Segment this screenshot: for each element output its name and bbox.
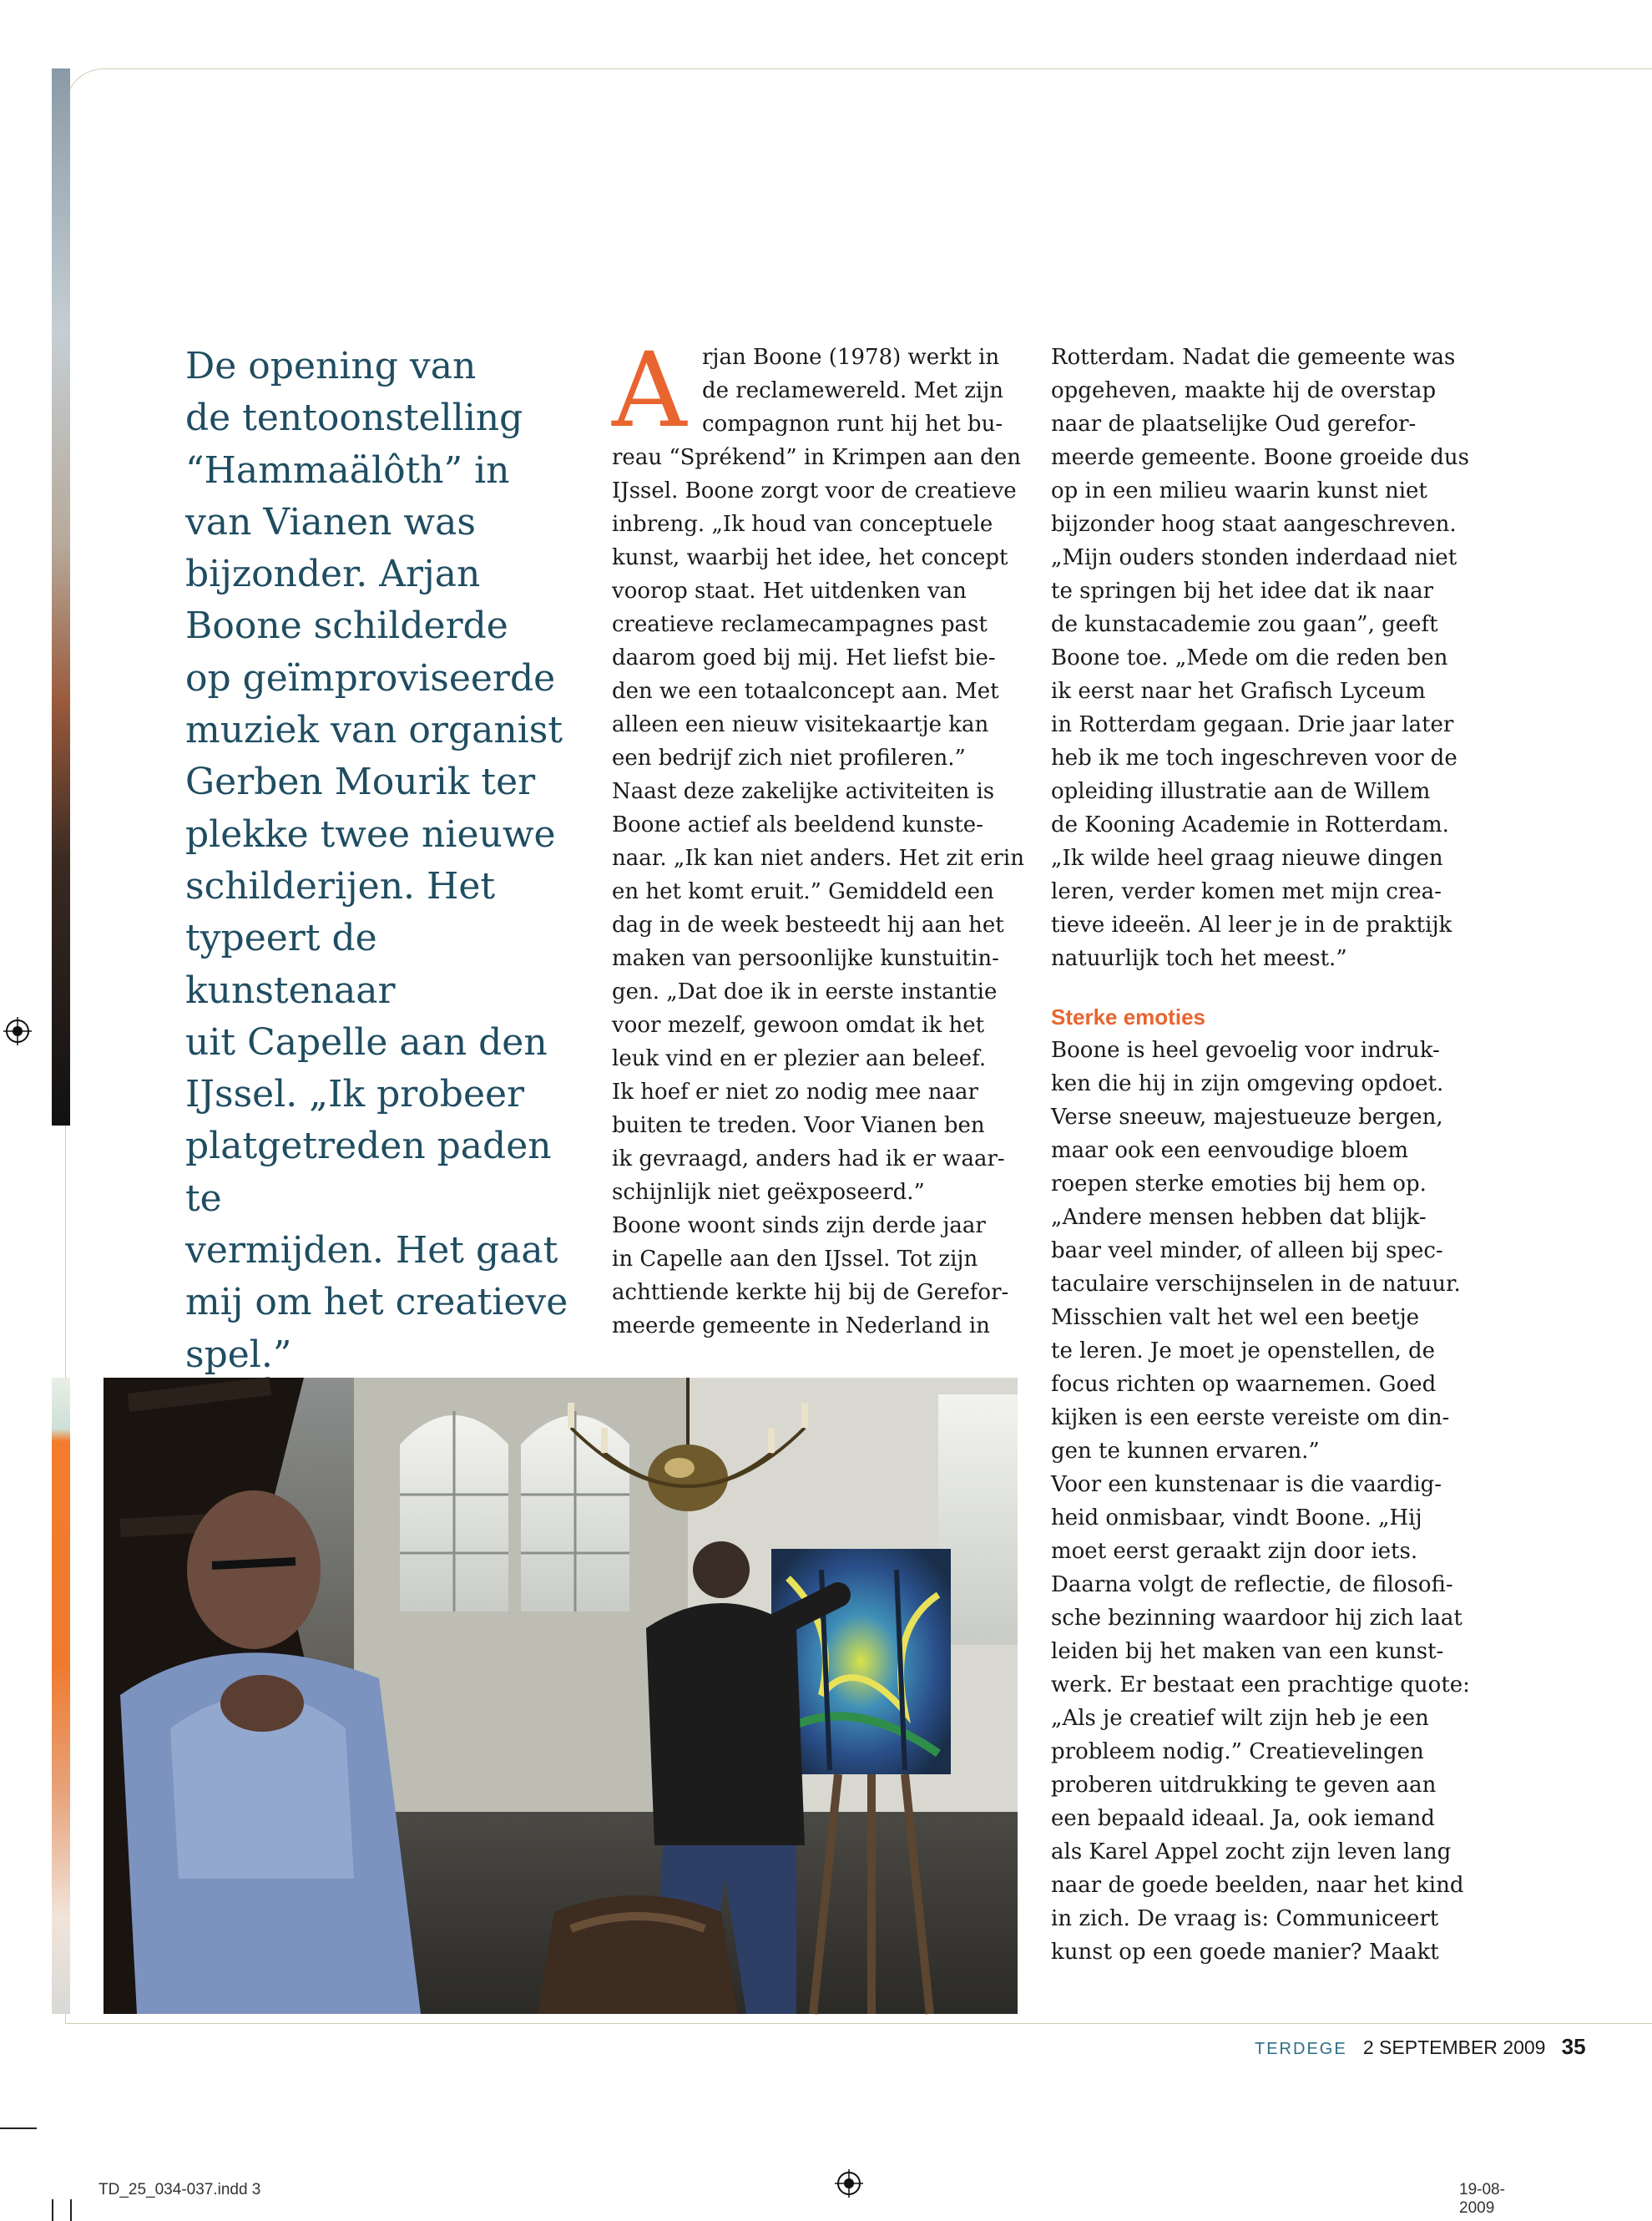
text-line: de reclamewereld. Met zijn [702,378,1004,403]
text-line: „Andere mensen hebben dat blijk- [1051,1205,1427,1230]
text-line: Verse sneeuw, majestueuze bergen, [1051,1105,1443,1130]
text-line: probleem nodig.” Creatievelingen [1051,1739,1424,1764]
text-line: den we een totaalconcept aan. Met [612,679,999,704]
text-line: en het komt eruit.” Gemiddeld een [612,879,994,904]
article-photo [104,1378,1018,2014]
text-line: „Ik wilde heel graag nieuwe dingen [1051,846,1443,871]
crop-mark [0,2127,37,2129]
text-line: daarom goed bij mij. Het liefst bie- [612,645,996,670]
text-line: Boone toe. „Mede om die reden ben [1051,645,1448,670]
photo-church-painting-scene [104,1378,1018,2014]
pull-quote-line: van Vianen was [185,500,476,544]
slug-date: 19-08-2009 [1459,2181,1505,2217]
pull-quote-line: plekke twee nieuwe [185,812,556,856]
pull-quote-line: IJssel. „Ik probeer [185,1073,525,1116]
previous-page-photo-edge-lower [52,1378,70,2014]
pull-quote-line: De opening van [185,345,477,387]
pull-quote-line: platgetreden paden te [185,1125,552,1220]
pull-quote-line: spel.” [185,1333,292,1376]
text-line: compagnon runt hij het bu- [702,412,1003,437]
pull-quote-line: muziek van organist [185,709,563,752]
text-line: tieve ideeën. Al leer je in de praktijk [1051,913,1452,938]
text-line: Voor een kunstenaar is die vaardig- [1051,1472,1442,1497]
text-line: leiden bij het maken van een kunst- [1051,1639,1444,1664]
text-line: op in een milieu waarin kunst niet [1051,478,1427,503]
text-line: inbreng. „Ik houd van conceptuele [612,512,993,537]
pull-quote-line: op geïmproviseerde [185,656,556,700]
text-line: te springen bij het idee dat ik naar [1051,579,1434,604]
issue-date: 2 SEPTEMBER 2009 [1362,2036,1546,2058]
text-line: alleen een nieuw visitekaartje kan [612,712,989,737]
text-line: leren, verder komen met mijn crea- [1051,879,1442,904]
article-column-3 [1051,341,1518,1969]
text-line: dag in de week besteedt hij aan het [612,913,1004,938]
text-line: voor mezelf, gewoon omdat ik het [612,1013,985,1038]
text-line: kunst op een goede manier? Maakt [1051,1940,1439,1965]
text-line: Boone is heel gevoelig voor indruk- [1051,1038,1440,1063]
pull-quote-line: de tentoonstelling [185,397,523,440]
pull-quote-line: vermijden. Het gaat [185,1229,558,1272]
text-line: moet eerst geraakt zijn door iets. [1051,1539,1418,1564]
text-line: buiten te treden. Voor Vianen ben [612,1113,985,1138]
pull-quote-line: Boone schilderde [185,605,508,648]
text-line: Misschien valt het wel een beetje [1051,1305,1420,1330]
text-line: gen te kunnen ervaren.” [1051,1439,1320,1464]
text-line: sche bezinning waardoor hij zich laat [1051,1606,1463,1631]
text-line: kijken is een eerste vereiste om din- [1051,1405,1450,1430]
text-line: naar de goede beelden, naar het kind [1051,1873,1464,1898]
text-line: focus richten op waarnemen. Goed [1051,1372,1437,1397]
pull-quote [185,341,569,1381]
text-line: opleiding illustratie aan de Willem [1051,779,1431,804]
text-line: in Rotterdam gegaan. Drie jaar later [1051,712,1454,737]
magazine-name: TERDEGE [1255,2040,1347,2058]
text-line: IJssel. Boone zorgt voor de creatieve [612,478,1017,503]
registration-mark-icon [3,1017,32,1045]
text-line: meerde gemeente in Nederland in [612,1313,990,1338]
pull-quote-line: “Hammaälôth” in [185,448,510,492]
registration-mark-icon [835,2169,863,2198]
text-line: taculaire verschijnselen in de natuur. [1051,1272,1461,1297]
text-line: ik gevraagd, anders had ik er waar- [612,1146,1005,1171]
text-line: bijzonder hoog staat aangeschreven. [1051,512,1457,537]
text-line: Daarna volgt de reflectie, de filosofi- [1051,1572,1453,1597]
drop-cap: A [612,331,687,451]
text-line: Boone actief als beeldend kunste- [612,812,983,837]
text-line: gen. „Dat doe ik in eerste instantie [612,979,998,1004]
text-line: een bepaald ideaal. Ja, ook iemand [1051,1806,1435,1831]
text-line: Rotterdam. Nadat die gemeente was [1051,345,1456,370]
pull-quote-line: typeert de kunstenaar [185,917,396,1012]
text-line: ken die hij in zijn omgeving opdoet. [1051,1071,1444,1096]
text-line: heb ik me toch ingeschreven voor de [1051,746,1457,771]
subheading: Sterke emoties [1051,1004,1205,1030]
pull-quote-line: Gerben Mourik ter [185,761,536,804]
text-line: kunst, waarbij het idee, het concept [612,545,1008,570]
text-line: meerde gemeente. Boone groeide dus [1051,445,1469,470]
text-line: proberen uitdrukking te geven aan [1051,1773,1437,1798]
text-line: schijnlijk niet geëxposeerd.” [612,1180,925,1205]
text-line: heid onmisbaar, vindt Boone. „Hij [1051,1505,1422,1530]
text-line: naar de plaatselijke Oud gerefor- [1051,412,1417,437]
crop-mark [52,2199,53,2221]
text-line: „Mijn ouders stonden inderdaad niet [1051,545,1457,570]
slug-file-name: TD_25_034-037.indd 3 [99,2181,261,2198]
text-line: maken van persoonlijke kunstuitin- [612,946,999,971]
text-line: rjan Boone (1978) werkt in [702,345,1000,370]
pull-quote-line: uit Capelle aan den [185,1020,548,1064]
article-column-3-part-b [1051,1034,1518,1969]
text-line: Naast deze zakelijke activiteiten is [612,779,995,804]
previous-page-photo-edge [52,68,70,1126]
article-column-3-part-a [1051,341,1518,975]
text-line: ik eerst naar het Grafisch Lyceum [1051,679,1426,704]
text-line: baar veel minder, of alleen bij spec- [1051,1238,1443,1263]
text-line: voorop staat. Het uitdenken van [612,579,967,604]
text-line: te leren. Je moet je openstellen, de [1051,1338,1436,1363]
text-line: Boone woont sinds zijn derde jaar [612,1213,986,1238]
text-line: achttiende kerkte hij bij de Gerefor- [612,1280,1009,1305]
text-line: maar ook een eenvoudige bloem [1051,1138,1408,1163]
pull-quote-line: schilderijen. Het [185,864,496,908]
text-line: in zich. De vraag is: Communiceert [1051,1906,1439,1931]
page-number: 35 [1561,2034,1586,2059]
page-footer [1255,2034,1586,2060]
text-line: „Als je creatief wilt zijn heb je een [1051,1706,1429,1731]
text-line: een bedrijf zich niet profileren.” [612,746,966,771]
pull-quote-line: mij om het creatieve [185,1281,568,1324]
article-column-2 [612,331,1029,1343]
text-line: leuk vind en er plezier aan beleef. [612,1046,987,1071]
text-line: reau “Sprékend” in Krimpen aan den [612,445,1021,470]
text-line: de Kooning Academie in Rotterdam. [1051,812,1449,837]
text-line: Ik hoef er niet zo nodig mee naar [612,1080,978,1105]
text-line: werk. Er bestaat een prachtige quote: [1051,1672,1470,1697]
text-line: natuurlijk toch het meest.” [1051,946,1347,971]
crop-mark [70,2199,72,2221]
text-line: roepen sterke emoties bij hem op. [1051,1171,1427,1197]
text-line: naar. „Ik kan niet anders. Het zit erin [612,846,1024,871]
text-line: creatieve reclamecampagnes past [612,612,988,637]
pull-quote-line: bijzonder. Arjan [185,553,481,596]
text-line: de kunstacademie zou gaan”, geeft [1051,612,1438,637]
text-line: in Capelle aan den IJssel. Tot zijn [612,1247,978,1272]
text-line: opgeheven, maakte hij de overstap [1051,378,1437,403]
text-line: als Karel Appel zocht zijn leven lang [1051,1839,1452,1864]
